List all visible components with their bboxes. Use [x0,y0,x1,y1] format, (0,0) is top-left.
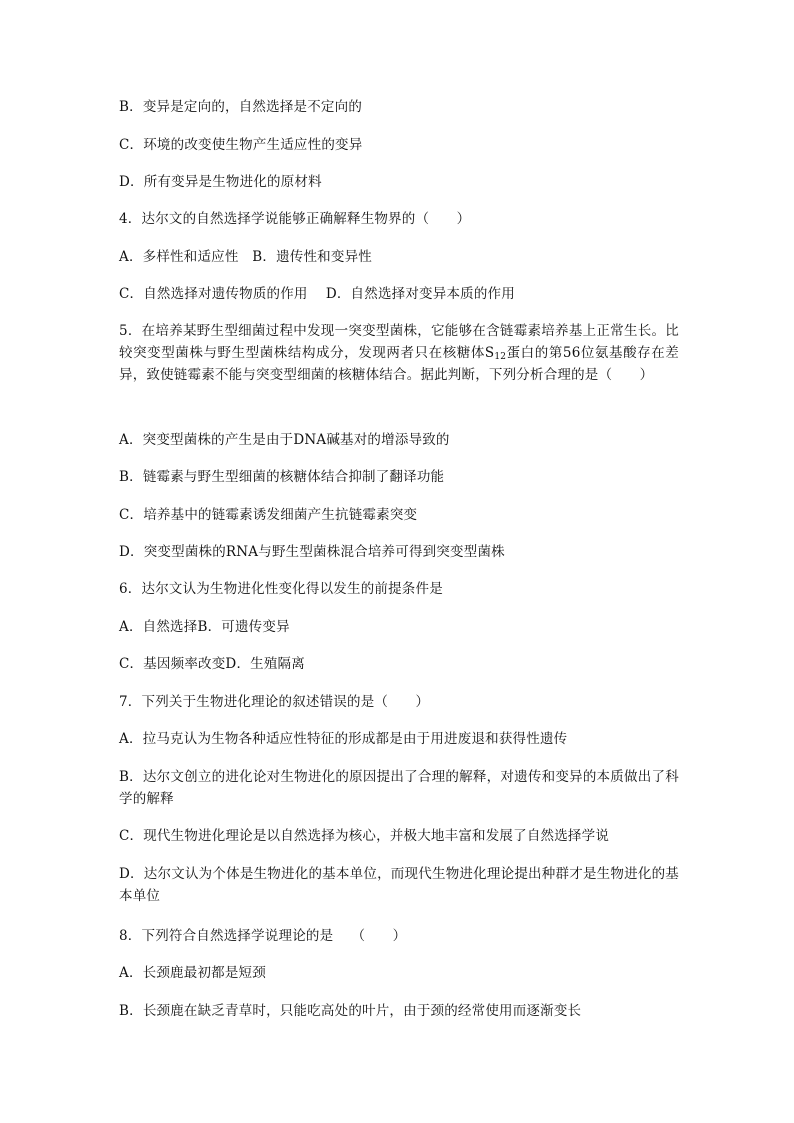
q5-option-a: A．突变型菌株的产生是由于DNA碱基对的增添导致的 [119,432,450,448]
q6-stem: 6．达尔文认为生物进化性变化得以发生的前提条件是 [119,581,443,597]
q8-stem: 8．下列符合自然选择学说理论的是 （ ） [119,928,407,944]
q7-option-c: C．现代生物进化理论是以自然选择为核心，并极大地丰富和发展了自然选择学说 [119,828,610,844]
q6-options-cd: C．基因频率改变D．生殖隔离 [119,656,305,672]
q5-stem-part2: 蛋白的第56位氨基酸存在差异，致使链霉素不能与突变型细菌的核糖体结合。据此判断，下列分析合理的是（ ） [119,345,679,383]
q3-option-c: C．环境的改变使生物产生适应性的变异 [119,137,363,153]
q5-option-b: B．链霉素与野生型细菌的核糖体结合抑制了翻译功能 [119,469,445,485]
q5-stem-subscript: 12 [494,352,507,362]
q3-option-b: B．变异是定向的，自然选择是不定向的 [119,99,363,115]
q6-options-ab: A．自然选择B．可遗传变异 [119,619,290,635]
q5-option-c: C．培养基中的链霉素诱发细菌产生抗链霉素突变 [119,507,418,523]
q7-option-d: D．达尔文认为个体是生物进化的基本单位，而现代生物进化理论提出种群才是生物进化的基本单位 [119,866,679,904]
q7-option-b: B．达尔文创立的进化论对生物进化的原因提出了合理的解释，对遗传和变异的本质做出了科学的解释 [119,769,679,807]
q5-option-d: D．突变型菌株的RNA与野生型菌株混合培养可得到突变型菌株 [119,544,505,560]
q4-stem: 4．达尔文的自然选择学说能够正确解释生物界的（ ） [119,211,471,227]
q8-option-a: A．长颈鹿最初都是短颈 [119,965,266,981]
q4-options-cd: C．自然选择对遗传物质的作用 D．自然选择对变异本质的作用 [119,286,515,302]
q7-stem: 7．下列关于生物进化理论的叙述错误的是（ ） [119,694,430,710]
q3-option-d: D．所有变异是生物进化的原材料 [119,174,322,190]
q4-options-ab: A．多样性和适应性 B．遗传性和变异性 [119,249,372,265]
q5-stem [119,320,679,386]
q5-stem-part1: 5．在培养某野生型细菌过程中发现一突变型菌株，它能够在含链霉素培养基上正常生长。比较突变型菌株与野生型菌株结构成分，发现两者只在核糖体S [119,323,679,361]
q8-option-b: B．长颈鹿在缺乏青草时，只能吃高处的叶片，由于颈的经常使用而逐渐变长 [119,1003,582,1019]
q7-option-a: A．拉马克认为生物各种适应性特征的形成都是由于用进废退和获得性遗传 [119,731,568,747]
